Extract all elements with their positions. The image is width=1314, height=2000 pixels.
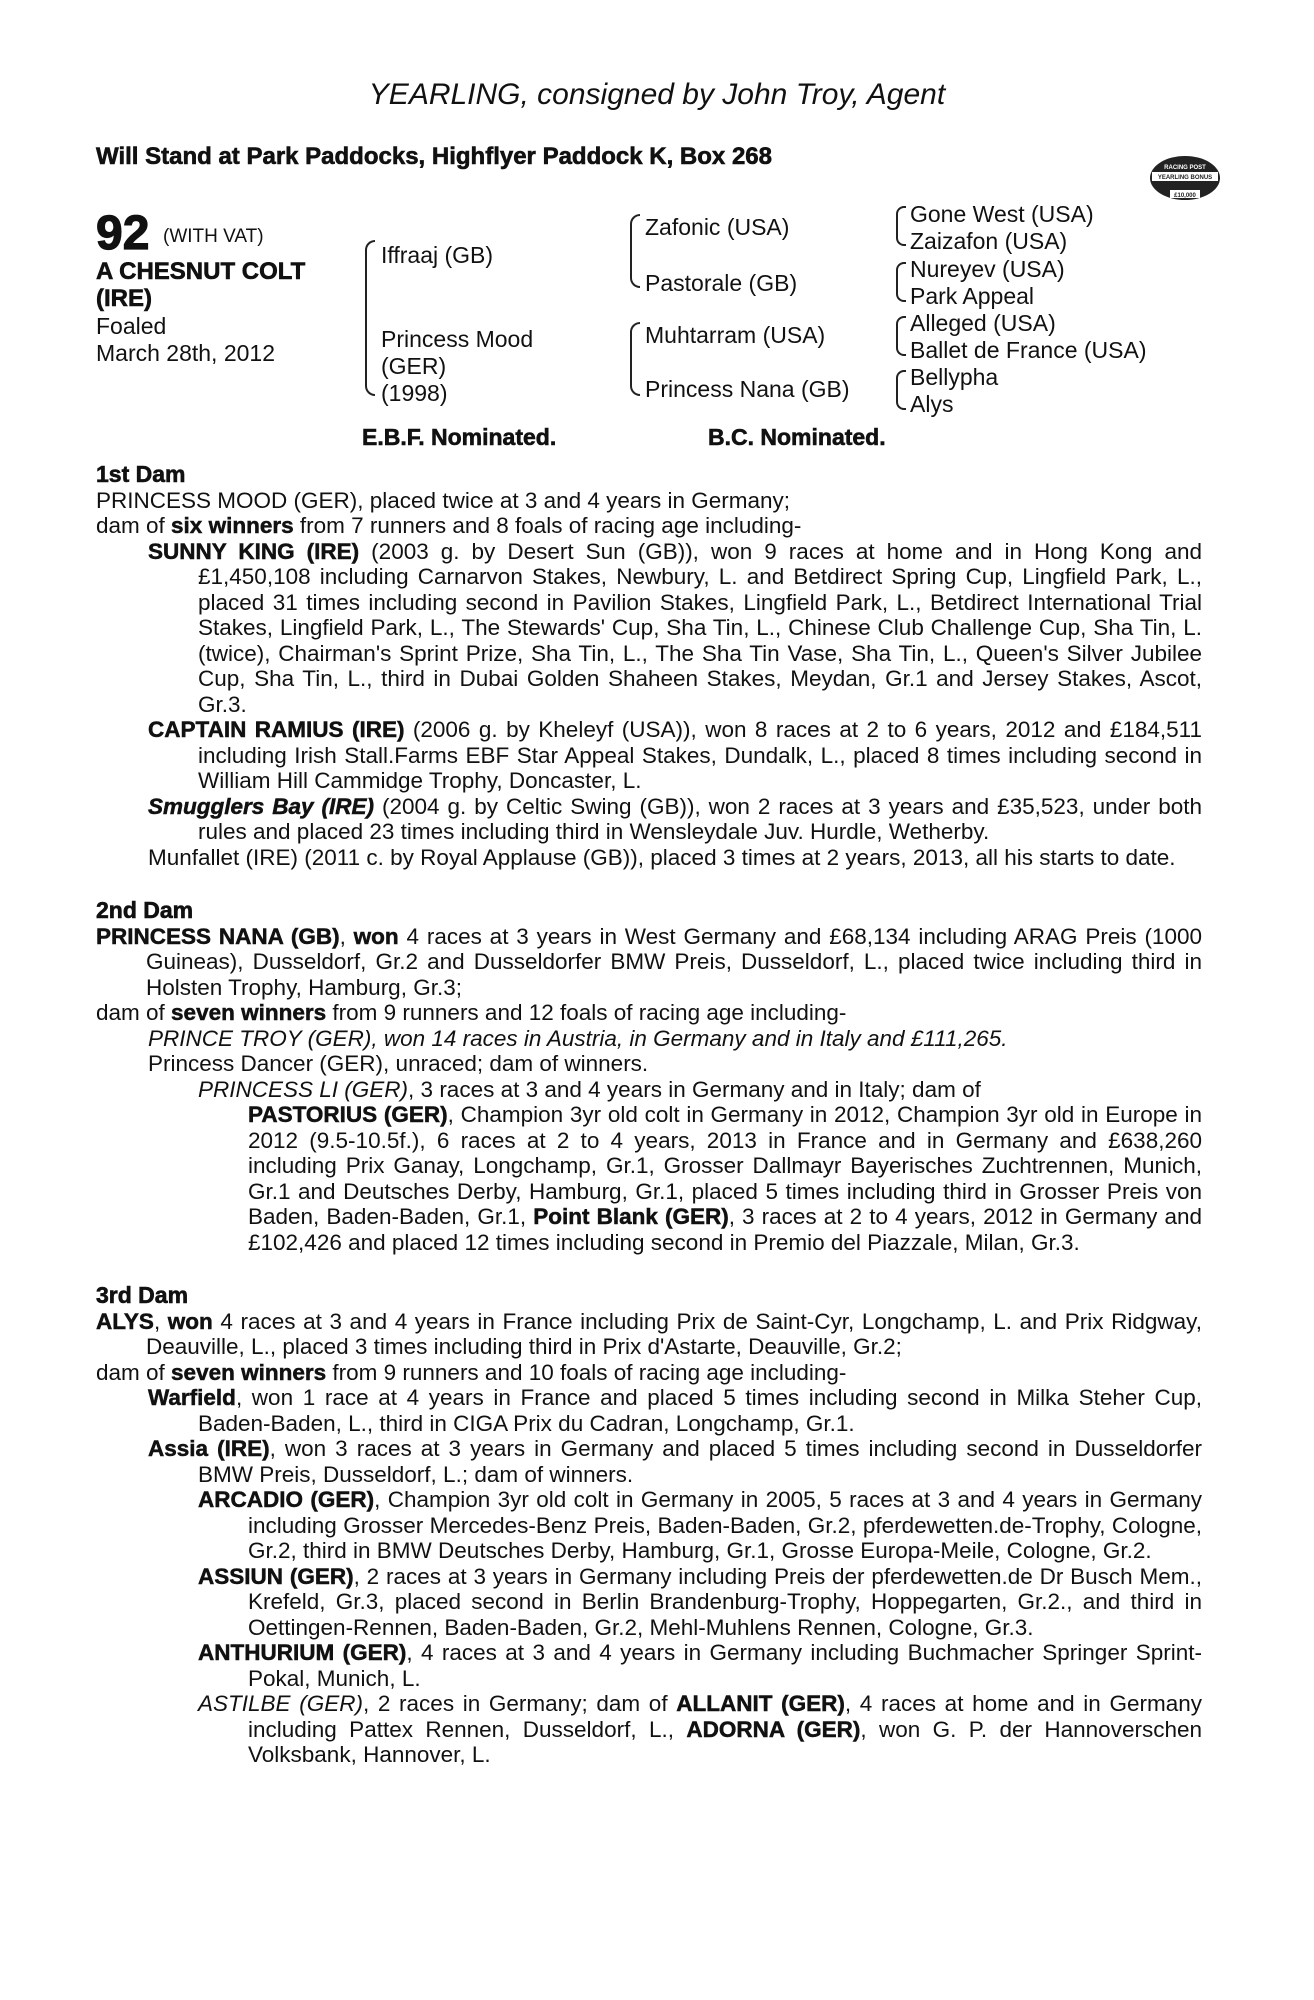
horse-name: Assia (IRE) [148,1436,270,1461]
produce-entry [198,1077,1202,1103]
won-label: won [167,1308,213,1334]
sire-dam: Pastorale (GB) [645,270,798,296]
third-dam-title: 3rd Dam [96,1282,189,1308]
entry-text: , Champion 3yr old colt in Germany in 2005, 5 races at 3 and 4 years in Germany including Grosser Mercedes-Benz Preis, Baden-Baden, Gr.2, pferdewetten.de-Trophy, Cologne, Gr.2, third in BMW Deutsches Derby, Hamburg, Gr.1, Grosse Europa-Meile, Cologne, Gr.2. [248,1487,1202,1563]
third-dam-produce [96,1360,1202,1386]
stand-location: Will Stand at Park Paddocks, Highflyer Paddock K, Box 268 [96,143,772,170]
produce-suffix: from 7 runners and 8 foals of racing age including- [293,513,802,538]
entry-text: , won 3 races at 3 years in Germany and placed 5 times including second in Dusseldorfer BMW Preis, Dusseldorf, L.; dam of winners. [198,1436,1202,1487]
horse-name: PRINCESS NANA (GB) [96,923,340,949]
horse-name: PASTORIUS (GER) [248,1102,448,1127]
first-dam-title: 1st Dam [96,461,186,487]
produce-entry [148,794,1202,845]
produce-prefix: dam of [96,1000,172,1025]
page-header: YEARLING, consigned by John Troy, Agent [368,78,946,111]
gen3-2: Zaizafon (USA) [910,228,1068,254]
produce-prefix: dam of [96,513,172,538]
horse-name: Smugglers Bay (IRE) [148,793,374,819]
entry-text: , 4 races at home and in Germany including Pattex Rennen, Dusseldorf, L., [248,1691,1202,1742]
horse-name: ASTILBE (GER) [198,1691,363,1716]
horse-name: CAPTAIN RAMIUS (IRE) [148,717,405,742]
dam-dam: Princess Nana (GB) [645,376,850,402]
horse-name: Warfield [148,1385,236,1410]
gen3-6: Ballet de France (USA) [910,337,1147,363]
entry-text: , 3 races at 3 and 4 years in Germany and in Italy; dam of [408,1076,981,1102]
gen3-3: Nureyev (USA) [910,256,1065,282]
dam-line2: (GER) [381,353,447,379]
dam-line1: Princess Mood [381,326,534,352]
horse-name: ALLANIT (GER) [676,1691,845,1716]
catalogue-body [96,462,1202,1768]
grand-produce-entry [198,1640,1202,1691]
gen3-8: Alys [910,391,954,417]
entry-text: (2003 g. by Desert Sun (GB)), won 9 races at home and in Hong Kong and £1,450,108 including Carnarvon Stakes, Newbury, L. and Betdirect Spring Cup, Lingfield Park, L., placed 31 times including second in Pavilion Stakes, Lingfield Park, L., Betdirect International Trial Stakes, Lingfield Park, L., The Stewards' Cup, Sha Tin, L., Chinese Club Challenge Cup, Sha Tin, L. (twice), Chairman's Sprint Prize, Sha Tin, L., The Sha Tin Vase, Sha Tin, L., Queen's Silver Jubilee Cup, Sha Tin, L., third in Dubai Golden Shaheen Stakes, Meydan, Gr.1 and Jersey Stakes, Ascot, Gr.3. [198,538,1202,717]
grand-produce-entry [198,1487,1202,1564]
horse-name: ADORNA (GER) [686,1716,861,1742]
grand-produce-entry [198,1564,1202,1641]
horse-name: ANTHURIUM (GER) [198,1640,407,1665]
entry-text: PRINCE TROY (GER), won 14 races in Austria, in Germany and in Italy and £111,265. [148,1025,1008,1051]
pedigree-brace-g12 [896,206,906,246]
ebf-nominated: E.B.F. Nominated. [362,424,557,450]
produce-winners: seven winners [171,1359,327,1385]
produce-suffix: from 9 runners and 10 foals of racing age including- [326,1359,847,1385]
foaled-date: March 28th, 2012 [96,340,276,366]
won-label: won [353,923,399,949]
lot-description [96,258,305,312]
pedigree-brace-sire [630,214,640,288]
yearling-bonus-badge [1148,150,1222,202]
lot-description-line1: A CHESNUT COLT [96,258,306,285]
gen3-7: Bellypha [910,364,999,390]
produce-entry [148,539,1202,718]
vat-label: (WITH VAT) [163,226,264,247]
third-dam-intro: ALYS, won 4 races at 3 and 4 years in France including Prix de Saint-Cyr, Longchamp, L. and Prix Ridgway, Deauville, L., placed 3 times including third in Prix d'Astarte, Deauville, Gr.2; [96,1308,1202,1359]
horse-name: ASSIUN (GER) [198,1563,354,1589]
second-dam-intro: PRINCESS NANA (GB), won 4 races at 3 years in West Germany and £68,134 including ARAG Preis (1000 Guineas), Dusseldorf, Gr.2 and Dusseldorfer BMW Preis, Dusseldorf, L., placed twice including third in Holsten Trophy, Hamburg, Gr.3; [96,923,1202,1000]
pedigree-brace-g56 [896,316,906,356]
entry-text: (2006 g. by Kheleyf (USA)), won 8 races at 2 to 6 years, 2012 and £184,511 including Irish Stall.Farms EBF Star Appeal Stakes, Dundalk, L., placed 8 times including second in William Hill Cammidge Trophy, Doncaster, L. [198,717,1202,793]
produce-entry [148,1385,1202,1436]
pedigree-brace-dam [630,322,640,396]
entry-text: , won 1 race at 4 years in France and placed 5 times including second in Milka Steher Cup, Baden-Baden, L., third in CIGA Prix du Cadran, Longchamp, Gr.1. [198,1385,1202,1436]
bc-nominated: B.C. Nominated. [708,424,886,450]
foaled-info [96,313,275,367]
entry-text: (2004 g. by Celtic Swing (GB)), won 2 races at 3 years and £35,523, under both rules and placed 23 times including third in Wensleydale Juv. Hurdle, Wetherby. [198,793,1202,844]
grand-produce-entry [198,1691,1202,1768]
horse-name: ARCADIO (GER) [198,1487,375,1512]
gen3-4: Park Appeal [910,283,1035,309]
produce-winners: six winners [171,513,294,538]
second-dam-title: 2nd Dam [96,897,194,923]
produce-entry [148,1436,1202,1487]
produce-entry [148,1026,1202,1052]
lot-number: 92 [96,207,150,260]
badge-amount: £10,000 [1174,193,1196,199]
first-dam-produce [96,513,1202,539]
dam-sire: Muhtarram (USA) [645,322,826,348]
entry-text: , 2 races in Germany; dam of [362,1691,677,1716]
entry-text: , Champion 3yr old colt in Germany in 2012, Champion 3yr old in Europe in 2012 (9.5-10.5f.), 6 races at 2 to 4 years, 2013 in France and in Germany and £638,260 including Prix Ganay, Longchamp, Gr.1, Grosser Dallmayr Bayerisches Zuchtrennen, Munich, Gr.1 and Deutsches Derby, Hamburg, Gr.1, placed 5 times including third in Grosser Preis von Baden, Baden-Baden, Gr.1, [248,1102,1202,1229]
produce-entry: Princess Dancer (GER), unraced; dam of winners. [148,1051,649,1076]
produce-prefix: dam of [96,1359,172,1385]
badge-line1: RACING POST [1164,165,1206,171]
horse-name: ALYS [96,1308,154,1334]
entry-text: 4 races at 3 and 4 years in France including Prix de Saint-Cyr, Longchamp, L. and Prix Ridgway, Deauville, L., placed 3 times including third in Prix d'Astarte, Deauville, Gr.2; [146,1308,1202,1359]
lot-description-line2: (IRE) [96,285,152,312]
first-dam-intro: PRINCESS MOOD (GER), placed twice at 3 and 4 years in Germany; [96,487,790,513]
sire-sire: Zafonic (USA) [645,214,790,240]
sire: Iffraaj (GB) [381,242,494,268]
pedigree-brace-g78 [896,370,906,410]
gen3-1: Gone West (USA) [910,201,1094,227]
bonus-badge-icon [1148,150,1222,202]
second-dam-produce [96,1000,1202,1026]
foaled-label: Foaled [96,313,167,339]
horse-name: Point Blank (GER) [533,1204,729,1229]
produce-suffix: from 9 runners and 12 foals of racing age including- [326,1000,847,1025]
produce-winners: seven winners [171,1000,327,1025]
pedigree-brace-g34 [896,262,906,302]
dam-line3: (1998) [381,380,448,406]
badge-line2: YEARLING BONUS [1157,175,1213,181]
entry-text: , 4 races at 3 and 4 years in Germany including Buchmacher Springer Sprint-Pokal, Munich, L. [248,1640,1202,1691]
entry-text: 4 races at 3 years in West Germany and £68,134 including ARAG Preis (1000 Guineas), Dusseldorf, Gr.2 and Dusseldorfer BMW Preis, Dusseldorf, L., placed twice including third in Holsten Trophy, Hamburg, Gr.3; [146,923,1202,1000]
entry-text: , 2 races at 3 years in Germany including Preis der pferdewetten.de Dr Busch Mem., Krefeld, Gr.3, placed second in Berlin Brandenburg-Trophy, Hoppegarten, Gr.2., and third in Oettingen-Rennen, Baden-Baden, Gr.2, Mehl-Muhlens Rennen, Cologne, Gr.3. [248,1563,1202,1640]
gen3-5: Alleged (USA) [910,310,1056,336]
entry-text: , 3 races at 2 to 4 years, 2012 in Germany and £102,426 and placed 12 times including second in Premio del Piazzale, Milan, Gr.3. [248,1204,1202,1255]
horse-name: PRINCESS LI (GER) [198,1076,409,1102]
grand-produce-entry [248,1102,1202,1255]
horse-name: SUNNY KING (IRE) [148,538,360,564]
entry-text: , won G. P. der Hannoverschen Volksbank, Hannover, L. [248,1716,1202,1767]
produce-entry [148,717,1202,794]
pedigree-brace-main [365,240,375,396]
produce-entry: Munfallet (IRE) (2011 c. by Royal Applause (GB)), placed 3 times at 2 years, 2013, all his starts to date. [148,844,1176,870]
